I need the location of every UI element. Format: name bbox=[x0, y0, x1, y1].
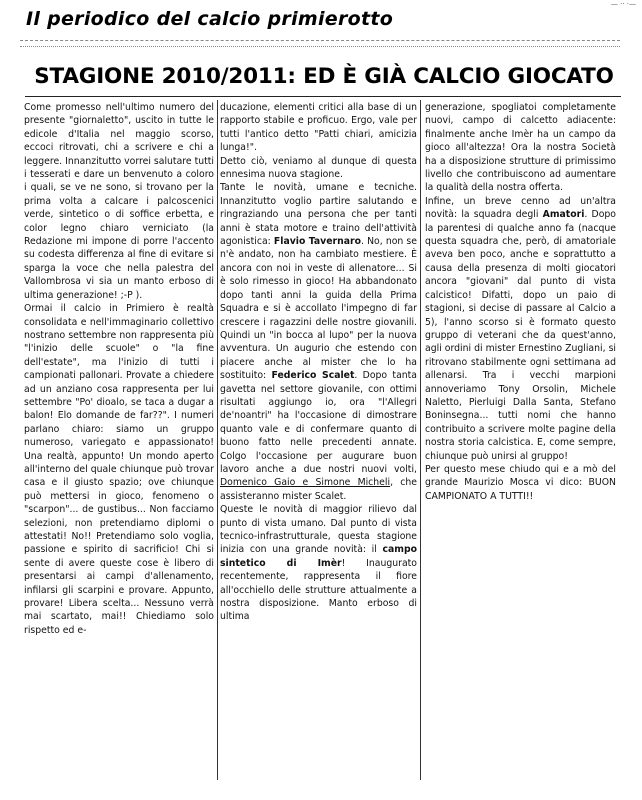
paragraph: Ormai il calcio in Primiero è realtà consolidata e nell'immaginario collettivo nostrano settembre non rappresenta più "l'inizio delle scuole" o "la fine dell'estate", ma l'inizio di tutti i campionati pallonari. Provate a chiedere ad un anziano cosa rappresenta per lui settembre "Po' dioalo, se taca a dugar a balon! Elo domande de far??". I numeri parlano chiaro: siamo un gruppo numeroso, variegato e appassionato! Una realtà, appunto! Un mondo aperto all'interno del quale chiunque può trovar casa e il giusto spazio; ove chiunque può mettersi in gioco, fenomeno o "scarpon"... de gustibus... Non facciamo selezioni, non pretendiamo diplomi o attestati! No!! Pretendiamo solo voglia, passione e spirito di sacrificio! Chi si sente di avere queste cose è libero di presentarsi ai campi d'allenamento, infilarsi gli scarpini e provare. Appunto, provare! Libera scelta... Nessuno verrà mai scartato, mai!! Chiediamo solo rispetto ed e- bbox=[24, 303, 214, 636]
column-divider-1 bbox=[217, 100, 218, 780]
masthead-rule-bottom bbox=[20, 46, 620, 47]
paragraph: ducazione, elementi critici alla base di un rapporto stabile e proficuo. Ergo, vale per tutti l'antico detto "Patti chiari, amicizia lunga!". bbox=[220, 102, 417, 154]
article-column-2 bbox=[220, 101, 417, 789]
paragraph: Detto ciò, veniamo al dunque di questa ennesima nuova stagione. bbox=[220, 155, 417, 181]
paragraph: generazione, spogliatoi completamente nuovi, campo di calcetto adiacente: finalmente anche Imèr ha un campo da gioco all'altezza! Ora la nostra Società ha a disposizione strutture di primissimo livello che contribuiscono ad aumentare la qualità della nostra offerta. bbox=[425, 102, 616, 194]
masthead-title: Il periodico del calcio primierotto bbox=[26, 8, 394, 30]
text-span: . Dopo tanta gavetta nel settore giovanile, con ottimi risultati aggiungo io, ora "l'Allegri de'noantri" ha l'occasione di dimostrare quanto vale e di confermare quanto di buono fatto nelle precedenti annate. Colgo l'occasione per augurare buon lavoro anche a due nostri nuovi volti, bbox=[220, 370, 417, 475]
text-span: . No, non se n'è andato, non ha cambiato mestiere. È ancora con noi in veste di allenatore... Si è solo rimesso in gioco! Ha abbandonato dopo tanti anni la guida della Prima Squadra e si è accollato l'impegno di far crescere i ragazzini delle nostre giovanili. Quindi un "in bocca al lupo" per la nuova avventura. Un augurio che estendo con piacere anche al mister che lo ha sostituito: bbox=[220, 236, 417, 382]
names-new-staff: Domenico Gaio e Simone Micheli bbox=[220, 477, 391, 489]
text-span: . Dopo la parentesi di qualche anno fa (nacque questa squadra che, però, di amatoriale aveva ben poco, anche e soprattutto a causa della presenza di molti giocatori ancora "giovani" dal punto di vista calcistico! Difatti, dopo un paio di stagioni, si decise di passare al Calcio a 5), l'anno scorso si è formato questo gruppo di veterani che da quest'anno, agli ordini di mister Ernestino Zugliani, si ritrovano stabilmente ogni settimana ad allenarsi. Tra i vecchi marpioni annoveriamo Tony Orsolin, Michele Naletto, Pierluigi Dalla Santa, Stefano Boninsegna... tutti nomi che hanno contribuito a scrivere molte pagine della nostra storia calcistica. E, come sempre, chiunque può unirsi al gruppo! bbox=[425, 209, 616, 462]
text-span: ! Inaugurato recentemente, rappresenta il fiore all'occhiello delle strutture attualmente a nostra disposizione. Manto erboso di ultima bbox=[220, 557, 417, 623]
campo-sintetico-bold: campo sintetico di Imèr bbox=[220, 544, 417, 569]
masthead-rule-top bbox=[20, 40, 620, 41]
name-federico-scalet: Federico Scalet bbox=[271, 370, 355, 382]
text-span: Infine, un breve cenno ad un'altra novità: la squadra degli bbox=[425, 195, 616, 221]
corner-marks: — ·· ·— bbox=[610, 0, 636, 8]
text-span: Queste le novità di maggior rilievo dal punto di vista umano. Dal punto di vista tecnico-infrastrutturale, questa stagione inizia con una grande novità: il bbox=[220, 504, 417, 556]
paragraph: Per questo mese chiudo qui e a mò del grande Maurizio Mosca vi dico: BUON CAMPIONATO A TUTTI!! bbox=[425, 463, 616, 502]
text-span: Tante le novità, umane e tecniche. Innanzitutto voglio partire salutando e ringraziando una persona che per tanti anni è stata motore e traino dell'attività agonistica: bbox=[220, 182, 417, 248]
paragraph bbox=[220, 503, 417, 624]
article-column-3 bbox=[425, 101, 616, 789]
name-flavio-tavernaro: Flavio Tavernaro bbox=[273, 236, 361, 248]
paragraph: Come promesso nell'ultimo numero del presente "giornaletto", uscito in tutte le edicole d'Italia nel maggio scorso, eccoci ritrovati, chi a scrivere e chi a leggere. Innanzitutto vorrei salutare tutti i tesserati e dare un benvenuto a coloro i quali, se ve ne sono, si trovano per la prima volta a calcare i palcoscenici verde, sintetico o di soffice erbetta, e color legno chiaro verniciato (la Redazione mi impone di porre l'accento su codesta differenza al fine di evitare si sparga la voce che nella palestra del Vallombrosa vi sia un manto erboso di ultima generazione! ;-P ). bbox=[24, 102, 214, 301]
article-headline: STAGIONE 2010/2011: ED È GIÀ CALCIO GIOCATO bbox=[34, 64, 614, 89]
text-span: , che assisteranno mister Scalet. bbox=[220, 477, 417, 502]
amatori-bold: Amatori bbox=[542, 209, 585, 221]
column-divider-2 bbox=[420, 100, 421, 780]
article-column-1 bbox=[24, 101, 214, 789]
headline-rule bbox=[25, 96, 621, 97]
paragraph bbox=[425, 195, 616, 463]
paragraph bbox=[220, 181, 417, 503]
